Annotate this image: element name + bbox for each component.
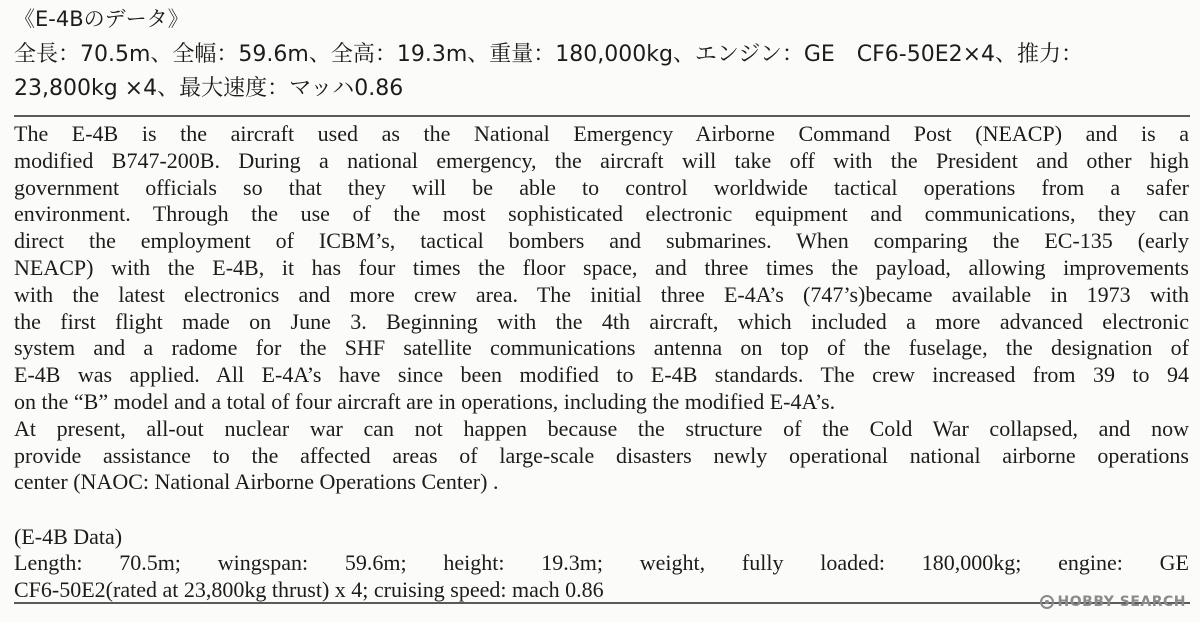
body-line: At present, all-out nuclear war can not happen because the structure of the Cold War collapsed, and now — [14, 415, 1189, 441]
data-line-1: Length: 70.5m; wingspan: 59.6m; height: 19.3m; weight, fully loaded: 180,000kg; engine: GE — [14, 550, 1189, 575]
japanese-data-heading: 《E-4Bのデータ》 — [14, 7, 189, 31]
english-description — [14, 121, 1189, 496]
body-line: direct the employment of ICBM’s, tactical bombers and submarines. When comparing the EC-135 (early — [14, 228, 1189, 254]
body-line: center (NAOC: National Airborne Operations Center) . — [14, 469, 499, 495]
body-line: E-4B was applied. All E-4A’s have since been modified to E-4B standards. The crew increased from 39 to 94 — [14, 362, 1189, 388]
hobby-search-watermark — [1040, 594, 1186, 610]
body-line: modified B747-200B. During a national emergency, the aircraft will take off with the President and other high — [14, 147, 1189, 173]
body-line: provide assistance to the affected areas of large-scale disasters newly operational national airborne operations — [14, 442, 1189, 468]
japanese-specs-line-1: 全長：70.5m、全幅：59.6m、全高：19.3m、重量：180,000kg、エンジン：GE CF6-50E2×4、推力： — [14, 42, 1084, 67]
bottom-divider — [14, 602, 1190, 604]
hobby-search-logo-icon — [1040, 595, 1054, 609]
english-data-heading: (E-4B Data) — [14, 524, 123, 549]
body-line: NEACP) with the E-4B, it has four times the floor space, and three times the payload, allowing improvements — [14, 254, 1189, 280]
body-line: the first flight made on June 3. Beginning with the 4th aircraft, which included a more advanced electronic — [14, 308, 1189, 334]
body-line: environment. Through the use of the most sophisticated electronic equipment and communications, they can — [14, 201, 1189, 227]
body-line: on the “B” model and a total of four aircraft are in operations, including the modified E-4A’s. — [14, 388, 836, 414]
body-line: The E-4B is the aircraft used as the National Emergency Airborne Command Post (NEACP) and is a — [14, 121, 1189, 146]
body-line: government officials so that they will be able to control worldwide tactical operations from a safer — [14, 174, 1189, 200]
english-data-specs — [14, 550, 1189, 604]
top-divider — [14, 115, 1190, 117]
body-line: system and a radome for the SHF satellite communications antenna on top of the fuselage, the designation of — [14, 335, 1189, 361]
japanese-specs-line-2: 23,800kg ×4、最大速度：マッハ0.86 — [14, 76, 404, 101]
watermark-text: HOBBY SEARCH — [1057, 594, 1186, 610]
data-line-2: CF6-50E2(rated at 23,800kg thrust) x 4; cruising speed: mach 0.86 — [14, 576, 604, 602]
body-line: with the latest electronics and more crew area. The initial three E-4A’s (747’s)became available in 1973 with — [14, 281, 1189, 307]
